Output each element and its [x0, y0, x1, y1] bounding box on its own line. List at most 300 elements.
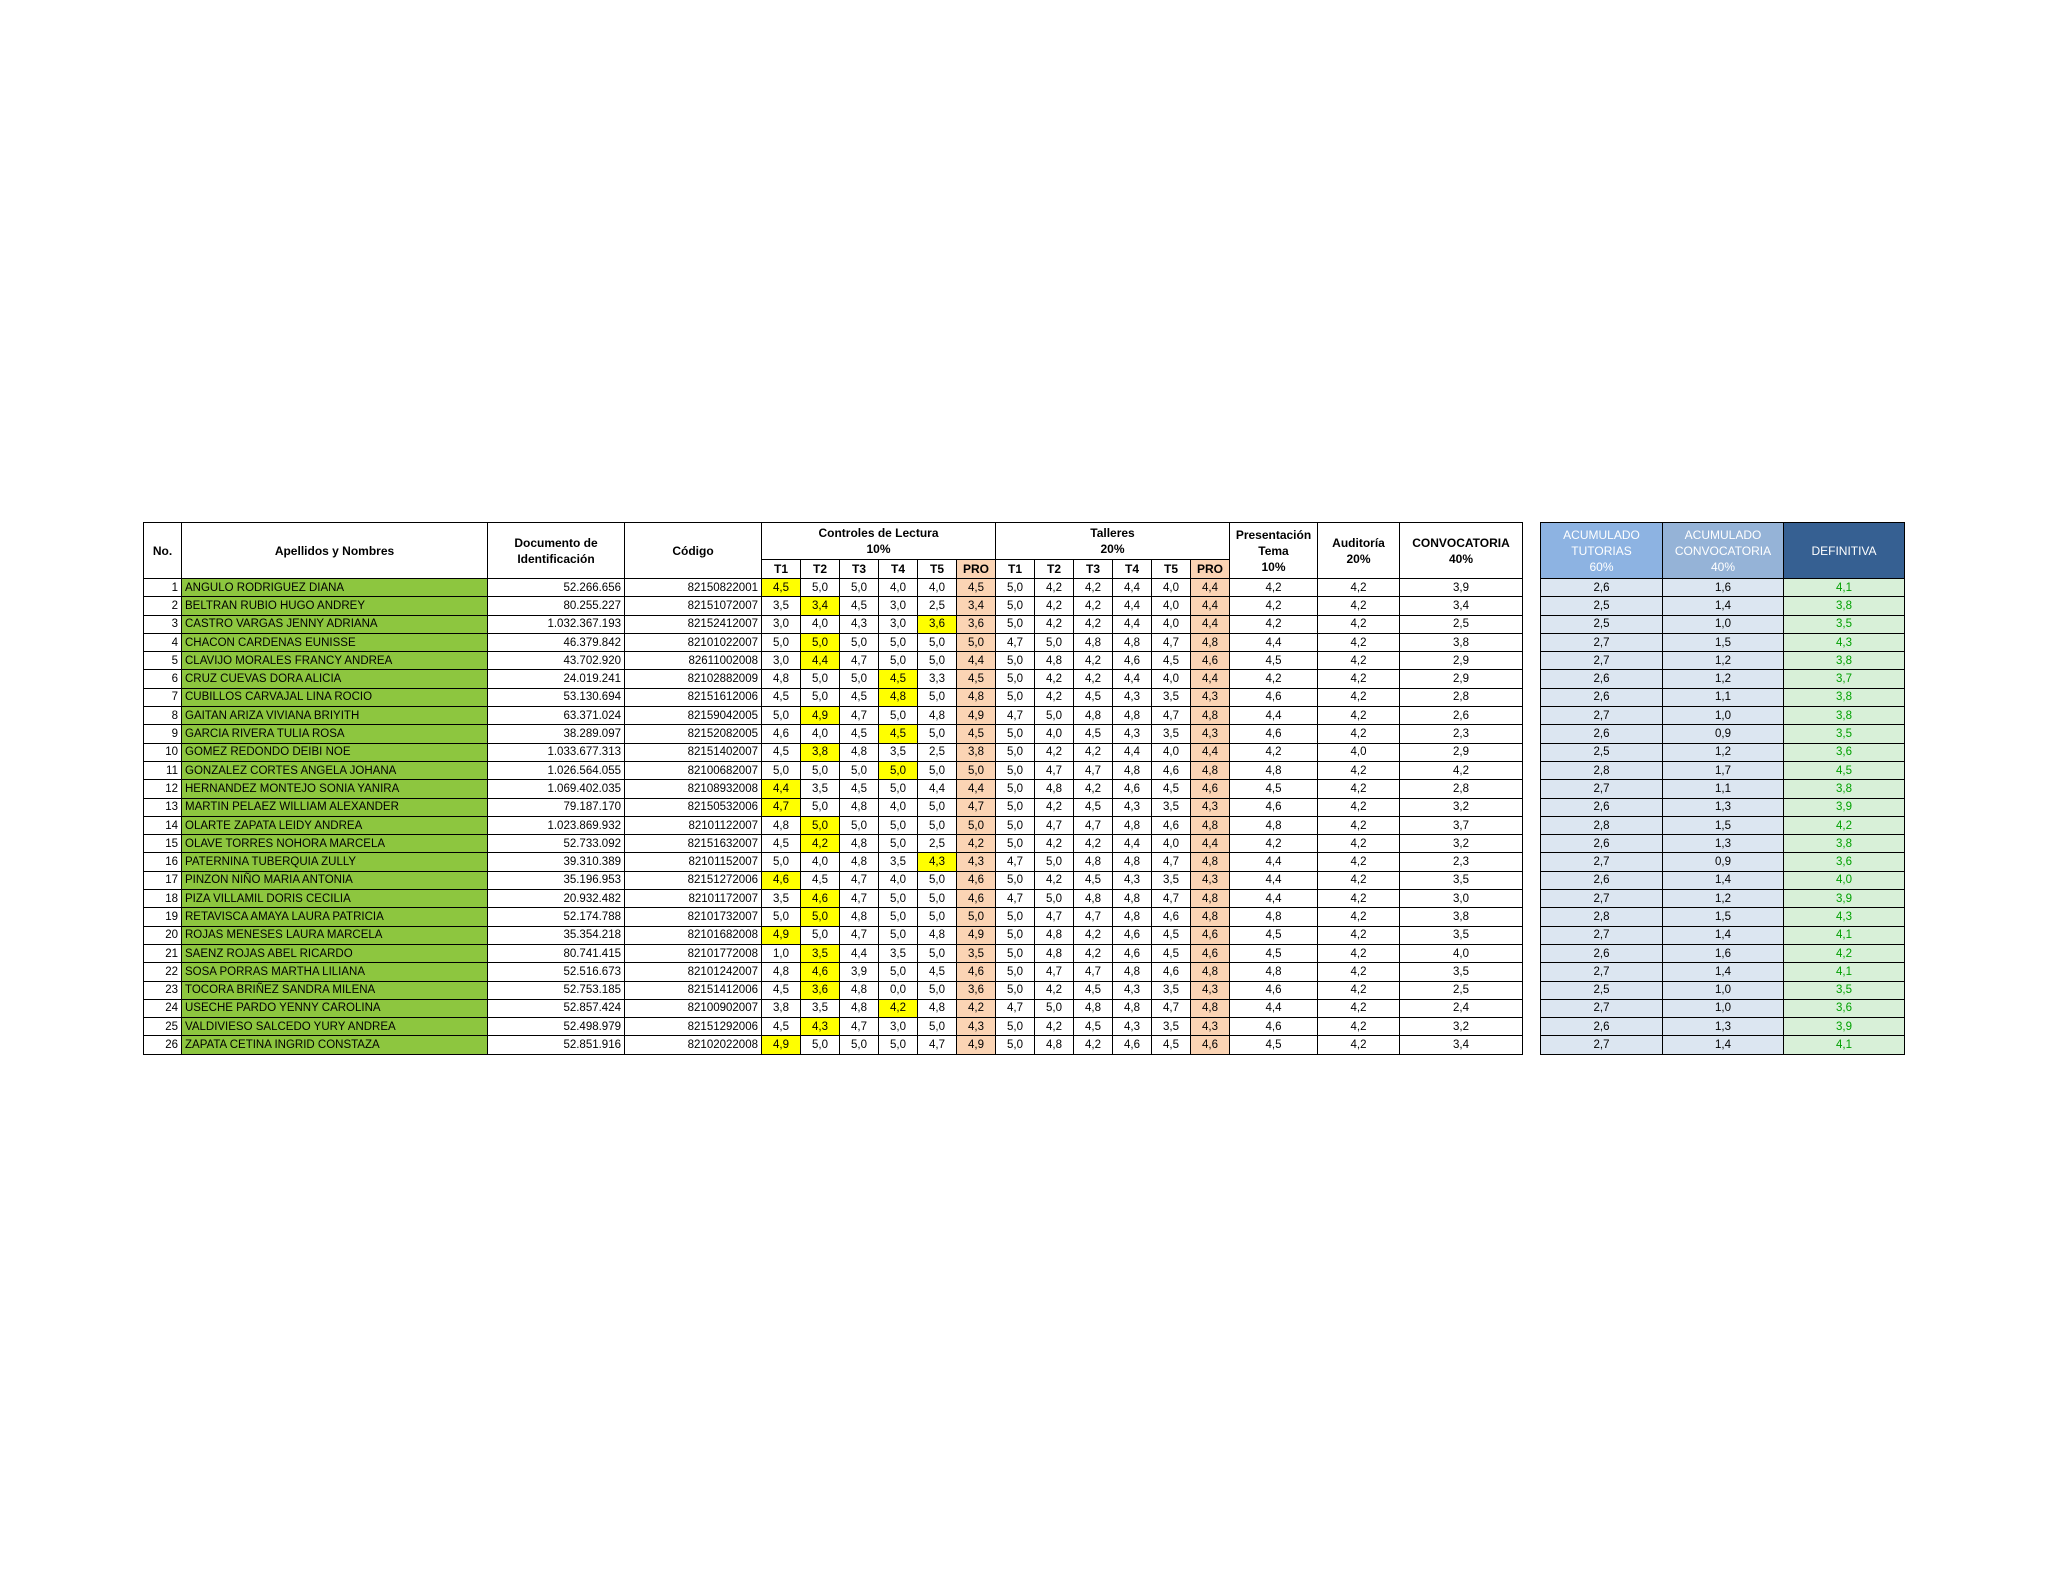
header-c-pro: PRO	[957, 560, 996, 579]
document-id: 1.033.677.313	[488, 743, 625, 761]
presentacion-grade: 4,6	[1230, 725, 1318, 743]
auditoria-grade: 4,2	[1318, 835, 1400, 853]
controles-t1: 4,5	[762, 688, 801, 706]
auditoria-grade: 4,2	[1318, 963, 1400, 981]
talleres-pro: 4,4	[1191, 743, 1230, 761]
header-acumulado-convocatoria	[1663, 523, 1784, 579]
header-convocatoria	[1400, 523, 1523, 579]
definitiva-grade: 3,9	[1784, 798, 1905, 816]
acumulado-convocatoria: 1,0	[1663, 615, 1784, 633]
student-code: 82611002008	[625, 652, 762, 670]
header-document-line1: Documento de	[514, 535, 598, 550]
talleres-t4: 4,8	[1113, 999, 1152, 1017]
controles-t4: 5,0	[879, 926, 918, 944]
talleres-t5: 4,6	[1152, 816, 1191, 834]
student-code: 82151272006	[625, 871, 762, 889]
controles-t1: 5,0	[762, 853, 801, 871]
student-code: 82101682008	[625, 926, 762, 944]
auditoria-grade: 4,2	[1318, 944, 1400, 962]
acumulado-tutorias: 2,7	[1541, 652, 1663, 670]
talleres-t1: 5,0	[996, 963, 1035, 981]
talleres-t1: 4,7	[996, 999, 1035, 1017]
talleres-t4: 4,3	[1113, 725, 1152, 743]
table-row	[144, 798, 1905, 816]
talleres-pro: 4,3	[1191, 1018, 1230, 1036]
controles-t4: 4,2	[879, 999, 918, 1017]
column-gap	[1523, 780, 1541, 798]
controles-t5: 2,5	[918, 597, 957, 615]
column-gap	[1523, 579, 1541, 597]
talleres-t3: 4,8	[1074, 890, 1113, 908]
definitiva-grade: 3,8	[1784, 835, 1905, 853]
talleres-t3: 4,2	[1074, 743, 1113, 761]
convocatoria-grade: 3,5	[1400, 963, 1523, 981]
controles-t1: 4,8	[762, 963, 801, 981]
talleres-t4: 4,6	[1113, 780, 1152, 798]
talleres-t3: 4,5	[1074, 798, 1113, 816]
definitiva-grade: 3,6	[1784, 853, 1905, 871]
talleres-pro: 4,8	[1191, 963, 1230, 981]
convocatoria-grade: 3,8	[1400, 633, 1523, 651]
column-gap	[1523, 835, 1541, 853]
controles-t2: 5,0	[801, 670, 840, 688]
convocatoria-grade: 2,9	[1400, 652, 1523, 670]
convocatoria-grade: 4,2	[1400, 761, 1523, 779]
presentacion-grade: 4,6	[1230, 1018, 1318, 1036]
talleres-t1: 5,0	[996, 1018, 1035, 1036]
controles-t1: 3,0	[762, 652, 801, 670]
acumulado-tutorias: 2,6	[1541, 725, 1663, 743]
talleres-t4: 4,4	[1113, 835, 1152, 853]
row-number: 12	[144, 780, 182, 798]
talleres-t4: 4,4	[1113, 670, 1152, 688]
talleres-t5: 4,6	[1152, 908, 1191, 926]
header-code: Código	[625, 523, 762, 579]
controles-t1: 4,6	[762, 725, 801, 743]
controles-pro: 4,9	[957, 926, 996, 944]
auditoria-grade: 4,2	[1318, 633, 1400, 651]
controles-t4: 4,5	[879, 725, 918, 743]
talleres-t3: 4,2	[1074, 835, 1113, 853]
controles-t3: 4,8	[840, 743, 879, 761]
controles-t2: 4,6	[801, 890, 840, 908]
talleres-t2: 4,8	[1035, 1036, 1074, 1054]
definitiva-grade: 4,1	[1784, 926, 1905, 944]
acumulado-tutorias: 2,7	[1541, 853, 1663, 871]
student-name: PATERNINA TUBERQUIA ZULLY	[182, 853, 488, 871]
table-row	[144, 688, 1905, 706]
student-code: 82102882009	[625, 670, 762, 688]
student-code: 82108932008	[625, 780, 762, 798]
student-code: 82101732007	[625, 908, 762, 926]
student-name: TOCORA BRIÑEZ SANDRA MILENA	[182, 981, 488, 999]
document-id: 38.289.097	[488, 725, 625, 743]
convocatoria-grade: 3,4	[1400, 1036, 1523, 1054]
acumulado-convocatoria: 1,3	[1663, 798, 1784, 816]
row-number: 19	[144, 908, 182, 926]
talleres-t1: 5,0	[996, 981, 1035, 999]
controles-t5: 2,5	[918, 835, 957, 853]
controles-t2: 3,4	[801, 597, 840, 615]
talleres-t3: 4,8	[1074, 853, 1113, 871]
convocatoria-grade: 2,3	[1400, 725, 1523, 743]
acumulado-convocatoria: 1,4	[1663, 871, 1784, 889]
controles-t4: 4,5	[879, 670, 918, 688]
talleres-t2: 5,0	[1035, 707, 1074, 725]
column-gap	[1523, 999, 1541, 1017]
acumulado-convocatoria: 1,2	[1663, 890, 1784, 908]
acumulado-convocatoria: 1,3	[1663, 835, 1784, 853]
controles-pro: 3,6	[957, 981, 996, 999]
controles-t5: 5,0	[918, 890, 957, 908]
document-id: 1.026.564.055	[488, 761, 625, 779]
controles-t2: 4,0	[801, 725, 840, 743]
header-c-t5: T5	[918, 560, 957, 579]
controles-t5: 3,6	[918, 615, 957, 633]
acumulado-tutorias: 2,7	[1541, 963, 1663, 981]
talleres-t4: 4,6	[1113, 652, 1152, 670]
talleres-t1: 5,0	[996, 908, 1035, 926]
document-id: 52.851.916	[488, 1036, 625, 1054]
document-id: 52.857.424	[488, 999, 625, 1017]
header-t-t5: T5	[1152, 560, 1191, 579]
definitiva-grade: 3,5	[1784, 981, 1905, 999]
talleres-t5: 3,5	[1152, 688, 1191, 706]
acumulado-tutorias: 2,7	[1541, 707, 1663, 725]
auditoria-grade: 4,2	[1318, 725, 1400, 743]
document-id: 35.354.218	[488, 926, 625, 944]
controles-t3: 4,5	[840, 688, 879, 706]
definitiva-grade: 4,3	[1784, 633, 1905, 651]
table-row	[144, 652, 1905, 670]
controles-t5: 4,5	[918, 963, 957, 981]
header-t-t4: T4	[1113, 560, 1152, 579]
talleres-t3: 4,7	[1074, 816, 1113, 834]
talleres-pro: 4,6	[1191, 926, 1230, 944]
controles-t2: 4,2	[801, 835, 840, 853]
table-row	[144, 615, 1905, 633]
controles-t4: 4,8	[879, 688, 918, 706]
talleres-t1: 5,0	[996, 670, 1035, 688]
controles-pro: 4,5	[957, 725, 996, 743]
acumulado-convocatoria: 1,0	[1663, 707, 1784, 725]
talleres-t5: 4,7	[1152, 853, 1191, 871]
talleres-t3: 4,7	[1074, 908, 1113, 926]
controles-t3: 4,5	[840, 597, 879, 615]
talleres-t4: 4,8	[1113, 963, 1152, 981]
talleres-t2: 4,2	[1035, 743, 1074, 761]
grades-table	[143, 522, 1905, 1055]
header-talleres-line1: Talleres	[1090, 526, 1135, 540]
presentacion-grade: 4,5	[1230, 780, 1318, 798]
controles-pro: 4,4	[957, 780, 996, 798]
talleres-t3: 4,5	[1074, 981, 1113, 999]
controles-t2: 5,0	[801, 798, 840, 816]
talleres-pro: 4,4	[1191, 579, 1230, 597]
acumulado-convocatoria: 1,4	[1663, 597, 1784, 615]
table-row	[144, 816, 1905, 834]
auditoria-grade: 4,2	[1318, 670, 1400, 688]
controles-t3: 5,0	[840, 579, 879, 597]
auditoria-grade: 4,2	[1318, 1018, 1400, 1036]
document-id: 52.174.788	[488, 908, 625, 926]
auditoria-grade: 4,2	[1318, 780, 1400, 798]
header-controles-line2: 10%	[866, 542, 891, 556]
talleres-t2: 4,2	[1035, 871, 1074, 889]
student-name: USECHE PARDO YENNY CAROLINA	[182, 999, 488, 1017]
student-name: VALDIVIESO SALCEDO YURY ANDREA	[182, 1018, 488, 1036]
talleres-t4: 4,6	[1113, 944, 1152, 962]
controles-t1: 5,0	[762, 707, 801, 725]
controles-t2: 5,0	[801, 579, 840, 597]
convocatoria-grade: 2,9	[1400, 743, 1523, 761]
auditoria-grade: 4,2	[1318, 798, 1400, 816]
table-row	[144, 944, 1905, 962]
talleres-pro: 4,6	[1191, 780, 1230, 798]
controles-t4: 3,0	[879, 597, 918, 615]
student-code: 82150532006	[625, 798, 762, 816]
convocatoria-grade: 3,2	[1400, 835, 1523, 853]
table-row	[144, 908, 1905, 926]
table-row	[144, 981, 1905, 999]
controles-pro: 4,3	[957, 1018, 996, 1036]
student-name: OLAVE TORRES NOHORA MARCELA	[182, 835, 488, 853]
controles-t5: 5,0	[918, 981, 957, 999]
talleres-t5: 4,5	[1152, 780, 1191, 798]
presentacion-grade: 4,2	[1230, 579, 1318, 597]
talleres-t3: 4,7	[1074, 761, 1113, 779]
row-number: 11	[144, 761, 182, 779]
talleres-t2: 4,7	[1035, 816, 1074, 834]
row-number: 1	[144, 579, 182, 597]
student-code: 82101152007	[625, 853, 762, 871]
auditoria-grade: 4,2	[1318, 597, 1400, 615]
auditoria-grade: 4,2	[1318, 652, 1400, 670]
acumulado-tutorias: 2,5	[1541, 743, 1663, 761]
controles-t3: 5,0	[840, 633, 879, 651]
table-row	[144, 890, 1905, 908]
talleres-t4: 4,3	[1113, 981, 1152, 999]
talleres-t5: 3,5	[1152, 798, 1191, 816]
definitiva-grade: 4,2	[1784, 944, 1905, 962]
column-gap	[1523, 798, 1541, 816]
header-presentacion	[1230, 523, 1318, 579]
talleres-t5: 3,5	[1152, 871, 1191, 889]
row-number: 23	[144, 981, 182, 999]
convocatoria-grade: 2,5	[1400, 981, 1523, 999]
presentacion-grade: 4,8	[1230, 908, 1318, 926]
student-code: 82101172007	[625, 890, 762, 908]
talleres-t4: 4,8	[1113, 816, 1152, 834]
talleres-t1: 5,0	[996, 871, 1035, 889]
talleres-t3: 4,2	[1074, 615, 1113, 633]
header-convocatoria-line1: CONVOCATORIA	[1412, 535, 1510, 550]
controles-t1: 4,5	[762, 1018, 801, 1036]
acumulado-tutorias: 2,6	[1541, 670, 1663, 688]
convocatoria-grade: 3,2	[1400, 1018, 1523, 1036]
talleres-t1: 5,0	[996, 780, 1035, 798]
talleres-pro: 4,4	[1191, 670, 1230, 688]
auditoria-grade: 4,2	[1318, 761, 1400, 779]
acumulado-tutorias: 2,6	[1541, 871, 1663, 889]
talleres-t2: 4,2	[1035, 798, 1074, 816]
table-row	[144, 780, 1905, 798]
controles-pro: 5,0	[957, 761, 996, 779]
convocatoria-grade: 2,3	[1400, 853, 1523, 871]
student-name: HERNANDEZ MONTEJO SONIA YANIRA	[182, 780, 488, 798]
controles-t1: 4,5	[762, 835, 801, 853]
controles-pro: 4,9	[957, 1036, 996, 1054]
row-number: 10	[144, 743, 182, 761]
talleres-t3: 4,8	[1074, 633, 1113, 651]
header-c-t4: T4	[879, 560, 918, 579]
acumulado-convocatoria: 1,1	[1663, 780, 1784, 798]
student-code: 82151292006	[625, 1018, 762, 1036]
table-row	[144, 633, 1905, 651]
controles-t3: 4,8	[840, 908, 879, 926]
talleres-t5: 4,5	[1152, 926, 1191, 944]
definitiva-grade: 3,9	[1784, 890, 1905, 908]
controles-pro: 4,7	[957, 798, 996, 816]
table-row	[144, 871, 1905, 889]
controles-t5: 4,8	[918, 926, 957, 944]
acumulado-convocatoria: 1,2	[1663, 652, 1784, 670]
talleres-pro: 4,8	[1191, 853, 1230, 871]
acumulado-tutorias: 2,5	[1541, 615, 1663, 633]
convocatoria-grade: 2,9	[1400, 670, 1523, 688]
acumulado-convocatoria: 1,2	[1663, 743, 1784, 761]
talleres-t3: 4,2	[1074, 944, 1113, 962]
talleres-t2: 5,0	[1035, 890, 1074, 908]
auditoria-grade: 4,2	[1318, 688, 1400, 706]
presentacion-grade: 4,4	[1230, 707, 1318, 725]
acumulado-tutorias: 2,6	[1541, 944, 1663, 962]
presentacion-grade: 4,2	[1230, 615, 1318, 633]
talleres-t1: 4,7	[996, 707, 1035, 725]
acumulado-convocatoria: 1,5	[1663, 816, 1784, 834]
definitiva-grade: 3,7	[1784, 670, 1905, 688]
controles-pro: 3,4	[957, 597, 996, 615]
talleres-t5: 4,0	[1152, 670, 1191, 688]
talleres-t2: 5,0	[1035, 633, 1074, 651]
student-code: 82152082005	[625, 725, 762, 743]
controles-t5: 5,0	[918, 688, 957, 706]
table-row	[144, 999, 1905, 1017]
controles-t4: 3,5	[879, 944, 918, 962]
controles-t3: 4,3	[840, 615, 879, 633]
controles-t5: 4,0	[918, 579, 957, 597]
presentacion-grade: 4,2	[1230, 670, 1318, 688]
column-gap	[1523, 908, 1541, 926]
talleres-t2: 4,7	[1035, 908, 1074, 926]
convocatoria-grade: 3,5	[1400, 926, 1523, 944]
acumulado-convocatoria: 1,5	[1663, 633, 1784, 651]
grade-rows	[144, 579, 1905, 1055]
controles-t4: 5,0	[879, 761, 918, 779]
controles-t4: 5,0	[879, 963, 918, 981]
convocatoria-grade: 3,4	[1400, 597, 1523, 615]
controles-t4: 0,0	[879, 981, 918, 999]
talleres-pro: 4,8	[1191, 908, 1230, 926]
document-id: 52.498.979	[488, 1018, 625, 1036]
definitiva-grade: 3,5	[1784, 725, 1905, 743]
talleres-pro: 4,8	[1191, 707, 1230, 725]
talleres-t1: 5,0	[996, 615, 1035, 633]
talleres-t5: 4,7	[1152, 890, 1191, 908]
talleres-pro: 4,8	[1191, 890, 1230, 908]
header-auditoria-line2: 20%	[1346, 551, 1371, 566]
controles-t1: 4,8	[762, 816, 801, 834]
controles-t3: 4,7	[840, 1018, 879, 1036]
header-auditoria-line1: Auditoría	[1332, 535, 1385, 550]
column-gap	[1523, 652, 1541, 670]
talleres-pro: 4,3	[1191, 725, 1230, 743]
acumulado-convocatoria: 1,4	[1663, 926, 1784, 944]
controles-t4: 5,0	[879, 890, 918, 908]
column-gap	[1523, 816, 1541, 834]
talleres-t1: 5,0	[996, 798, 1035, 816]
document-id: 52.516.673	[488, 963, 625, 981]
row-number: 17	[144, 871, 182, 889]
controles-t5: 5,0	[918, 944, 957, 962]
controles-t1: 3,5	[762, 597, 801, 615]
student-name: PINZON NIÑO MARIA ANTONIA	[182, 871, 488, 889]
presentacion-grade: 4,8	[1230, 761, 1318, 779]
controles-t1: 5,0	[762, 761, 801, 779]
controles-t2: 4,0	[801, 615, 840, 633]
definitiva-grade: 4,1	[1784, 1036, 1905, 1054]
controles-pro: 4,6	[957, 963, 996, 981]
auditoria-grade: 4,2	[1318, 926, 1400, 944]
student-code: 82100682007	[625, 761, 762, 779]
presentacion-grade: 4,2	[1230, 597, 1318, 615]
document-id: 63.371.024	[488, 707, 625, 725]
controles-t3: 4,5	[840, 780, 879, 798]
controles-pro: 4,6	[957, 890, 996, 908]
controles-t5: 4,3	[918, 853, 957, 871]
header-c-t2: T2	[801, 560, 840, 579]
talleres-t1: 5,0	[996, 597, 1035, 615]
document-id: 24.019.241	[488, 670, 625, 688]
table-row	[144, 670, 1905, 688]
document-id: 1.069.402.035	[488, 780, 625, 798]
controles-t1: 1,0	[762, 944, 801, 962]
talleres-t4: 4,8	[1113, 633, 1152, 651]
auditoria-grade: 4,2	[1318, 816, 1400, 834]
controles-t4: 3,5	[879, 743, 918, 761]
row-number: 20	[144, 926, 182, 944]
talleres-t1: 5,0	[996, 926, 1035, 944]
controles-t2: 4,3	[801, 1018, 840, 1036]
document-id: 52.733.092	[488, 835, 625, 853]
controles-pro: 4,2	[957, 835, 996, 853]
controles-t3: 5,0	[840, 816, 879, 834]
student-name: CUBILLOS CARVAJAL LINA ROCIO	[182, 688, 488, 706]
auditoria-grade: 4,2	[1318, 908, 1400, 926]
row-number: 5	[144, 652, 182, 670]
controles-pro: 3,6	[957, 615, 996, 633]
row-number: 6	[144, 670, 182, 688]
row-number: 22	[144, 963, 182, 981]
controles-pro: 5,0	[957, 908, 996, 926]
controles-t3: 4,4	[840, 944, 879, 962]
header-t-pro: PRO	[1191, 560, 1230, 579]
student-name: OLARTE ZAPATA LEIDY ANDREA	[182, 816, 488, 834]
talleres-t2: 5,0	[1035, 853, 1074, 871]
controles-t1: 5,0	[762, 633, 801, 651]
talleres-t5: 3,5	[1152, 1018, 1191, 1036]
header-acumulado-tutorias-line3: 60%	[1589, 559, 1614, 574]
